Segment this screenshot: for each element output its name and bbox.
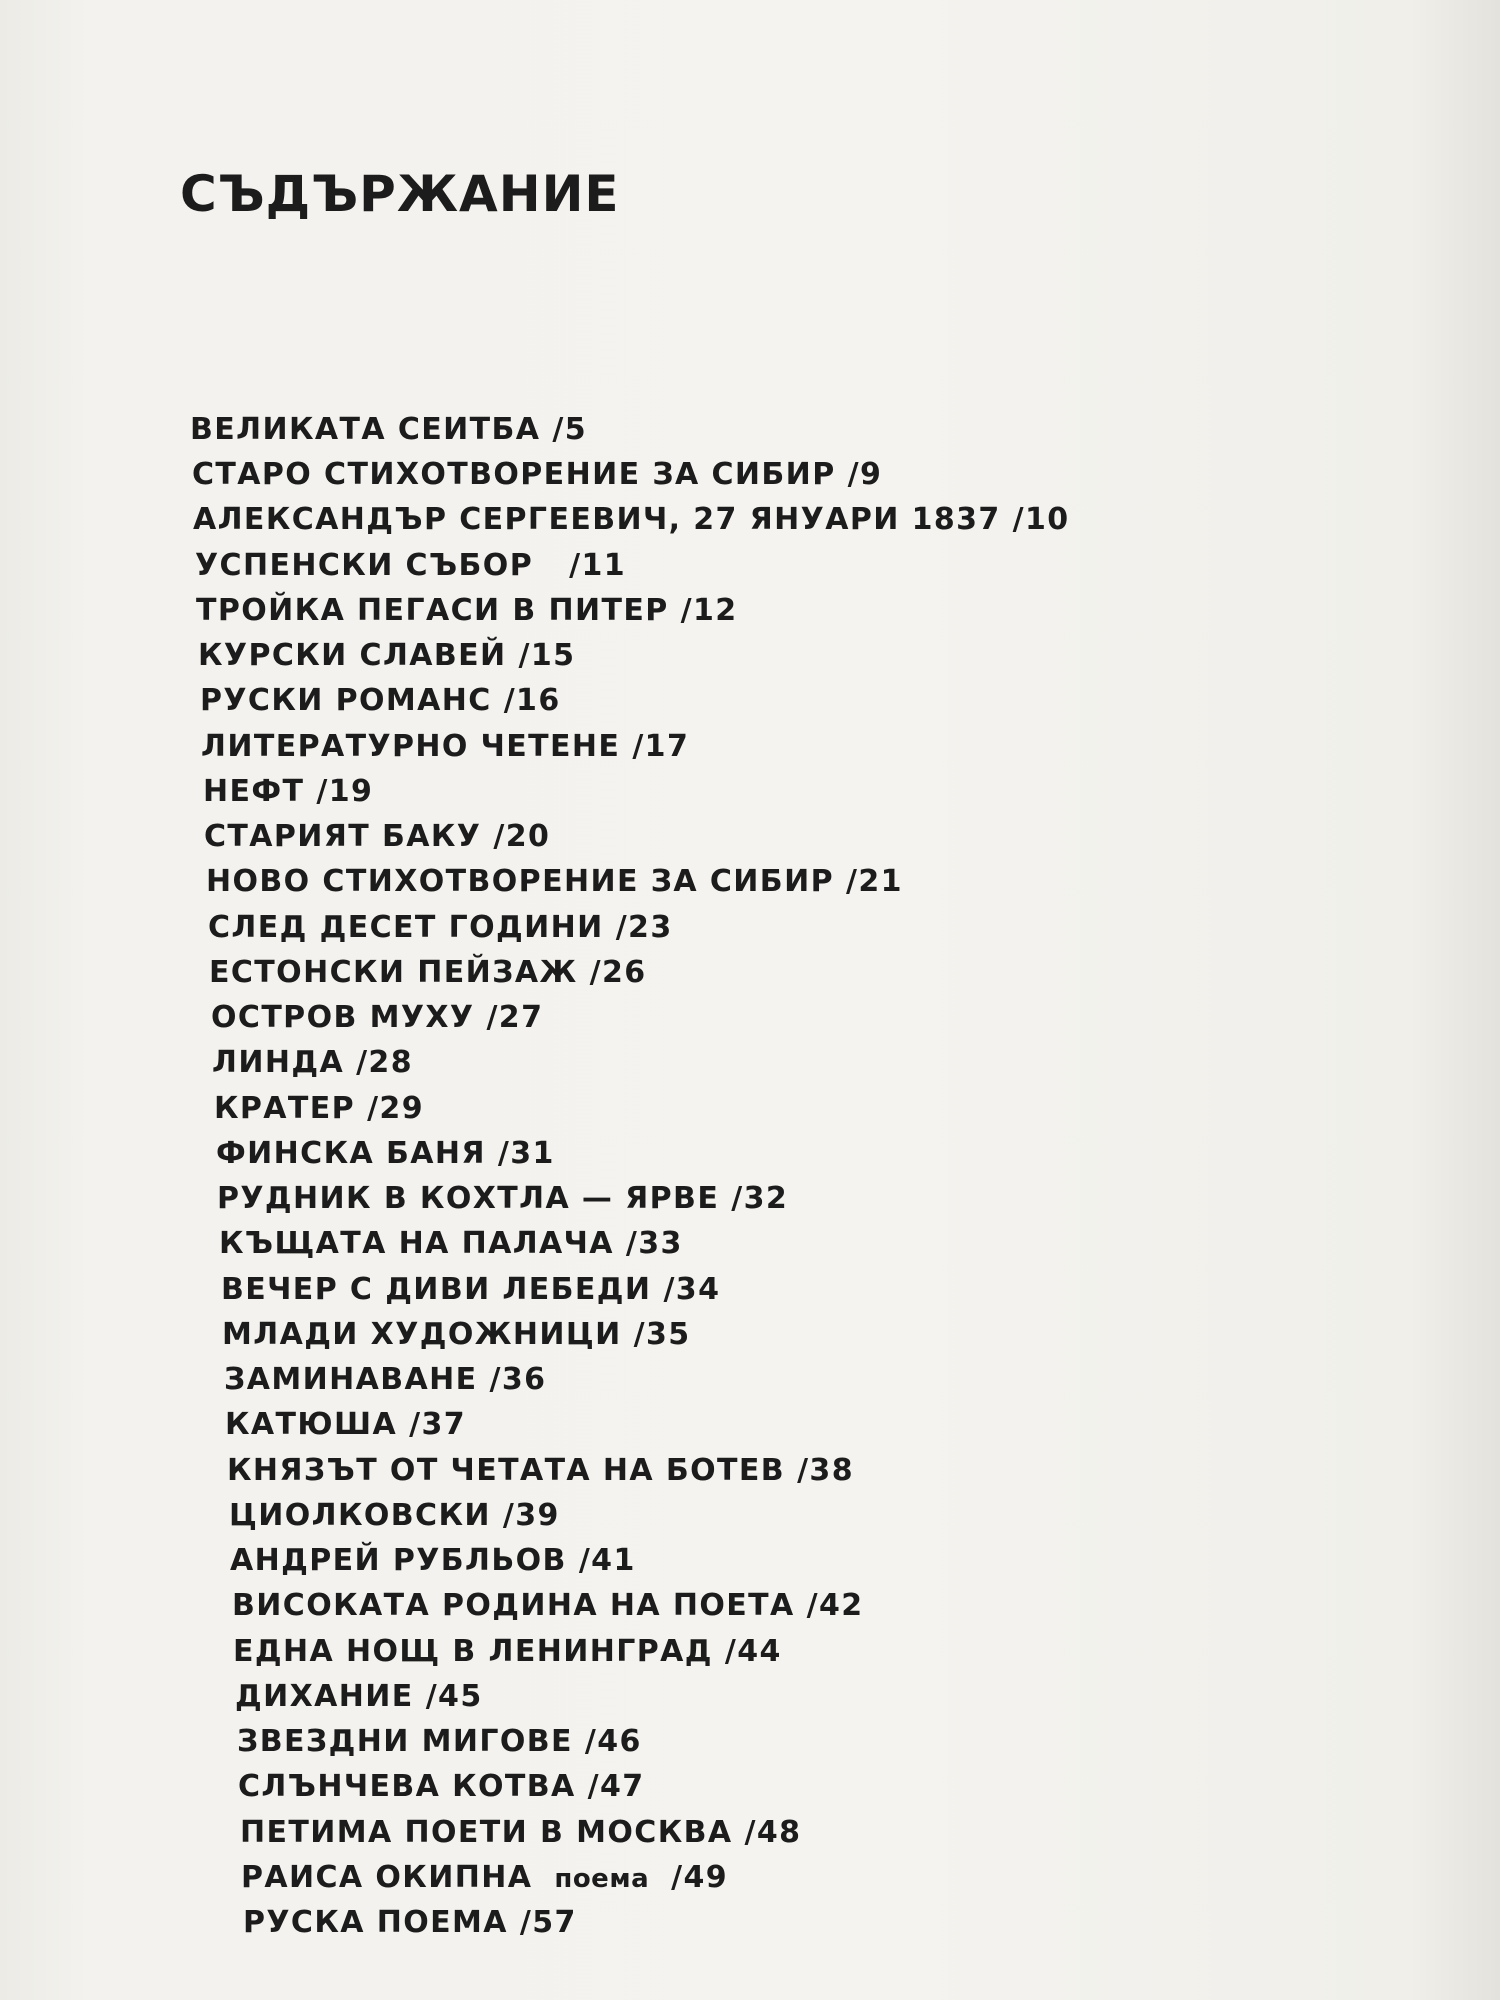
toc-entry bbox=[243, 1905, 577, 1941]
toc-entry-page-number: /37 bbox=[409, 1407, 467, 1442]
toc-entry bbox=[198, 638, 575, 674]
toc-entry bbox=[237, 1724, 642, 1760]
toc-entry-page-number: /44 bbox=[724, 1634, 782, 1669]
toc-entry-title: ВИСОКАТА РОДИНА НА ПОЕТА bbox=[232, 1588, 795, 1623]
toc-entry-title: СТАРИЯТ БАКУ bbox=[204, 819, 482, 854]
toc-entry-title: ВЕЛИКАТА СЕИТБА bbox=[190, 412, 541, 447]
toc-entry-page-number: /45 bbox=[425, 1679, 483, 1714]
page-title: СЪДЪРЖАНИЕ bbox=[180, 165, 620, 223]
toc-entry-title: ВЕЧЕР С ДИВИ ЛЕБЕДИ bbox=[221, 1272, 652, 1307]
toc-entry-title: РУДНИК В КОХТЛА — ЯРВЕ bbox=[217, 1181, 720, 1216]
toc-entry bbox=[233, 1634, 782, 1670]
toc-entry-page-number: /27 bbox=[486, 1000, 544, 1035]
toc-entry bbox=[230, 1543, 636, 1579]
toc-entry bbox=[196, 593, 738, 629]
toc-entry bbox=[204, 819, 550, 855]
toc-entry bbox=[208, 910, 673, 946]
toc-entry-title: РАИСА ОКИПНА bbox=[241, 1860, 533, 1895]
toc-entry bbox=[222, 1317, 691, 1353]
toc-entry bbox=[219, 1226, 683, 1262]
toc-entry-page-number: /19 bbox=[316, 774, 374, 809]
toc-entry-page-number: /48 bbox=[744, 1815, 802, 1850]
toc-entry-page-number: /38 bbox=[797, 1453, 854, 1488]
toc-entry-page-number: /34 bbox=[663, 1272, 721, 1307]
toc-entry bbox=[229, 1498, 560, 1534]
toc-entry-title: НОВО СТИХОТВОРЕНИЕ ЗА СИБИР bbox=[206, 864, 834, 899]
toc-entry bbox=[216, 1136, 555, 1172]
toc-entry bbox=[232, 1588, 864, 1624]
toc-entry-title: КРАТЕР bbox=[214, 1091, 356, 1126]
toc-entry-page-number: /49 bbox=[671, 1860, 729, 1895]
toc-entry bbox=[209, 955, 647, 991]
toc-entry-page-number: /11 bbox=[569, 548, 627, 583]
toc-entry bbox=[195, 548, 626, 584]
toc-entry bbox=[241, 1860, 728, 1897]
toc-entry-page-number: /28 bbox=[356, 1045, 413, 1080]
toc-entry-page-number: /9 bbox=[847, 457, 883, 492]
toc-entry-page-number: /32 bbox=[731, 1181, 789, 1216]
toc-entry bbox=[200, 683, 561, 719]
toc-entry-page-number: /29 bbox=[367, 1091, 424, 1126]
toc-entry-title: СЛЕД ДЕСЕТ ГОДИНИ bbox=[208, 910, 604, 945]
toc-entry-title: КУРСКИ СЛАВЕЙ bbox=[198, 638, 507, 673]
toc-entry-page-number: /42 bbox=[806, 1588, 864, 1623]
toc-entry-title: СТАРО СТИХОТВОРЕНИЕ ЗА СИБИР bbox=[192, 457, 836, 492]
toc-entry bbox=[225, 1407, 466, 1443]
toc-entry-page-number: /23 bbox=[615, 910, 673, 945]
toc-entry-title: СЛЪНЧЕВА КОТВА bbox=[238, 1769, 576, 1804]
toc-entry-title: ЕДНА НОЩ В ЛЕНИНГРАД bbox=[233, 1634, 713, 1669]
toc-entry bbox=[235, 1679, 483, 1715]
toc-entry-title: РУСКА ПОЕМА bbox=[243, 1905, 508, 1940]
toc-entry-page-number: /5 bbox=[552, 412, 588, 447]
toc-entry-page-number: /15 bbox=[518, 638, 576, 673]
toc-entry bbox=[221, 1272, 720, 1308]
toc-entry-page-number: /16 bbox=[503, 683, 561, 718]
toc-entry-title: КНЯЗЪТ ОТ ЧЕТАТА НА БОТЕВ bbox=[227, 1453, 786, 1488]
toc-entry-title: ЛИНДА bbox=[212, 1045, 345, 1080]
toc-entry bbox=[206, 864, 903, 900]
toc-entry-title: АНДРЕЙ РУБЛЬОВ bbox=[230, 1543, 567, 1578]
toc-entry-title: ЛИТЕРАТУРНО ЧЕТЕНЕ bbox=[201, 729, 621, 764]
toc-entry bbox=[211, 1000, 543, 1036]
toc-entry-title: ТРОЙКА ПЕГАСИ В ПИТЕР bbox=[196, 593, 669, 628]
toc-entry-page-number: /46 bbox=[584, 1724, 642, 1759]
toc-entry-title: ЗВЕЗДНИ МИГОВЕ bbox=[237, 1724, 573, 1759]
toc-entry-title: ФИНСКА БАНЯ bbox=[216, 1136, 486, 1171]
toc-entry-title: МЛАДИ ХУДОЖНИЦИ bbox=[222, 1317, 622, 1352]
toc-entry-page-number: /21 bbox=[845, 864, 903, 899]
toc-entry-title: АЛЕКСАНДЪР СЕРГЕЕВИЧ, 27 ЯНУАРИ 1837 bbox=[193, 502, 1001, 537]
toc-entry-page-number: /33 bbox=[625, 1226, 683, 1261]
toc-entry-title: ОСТРОВ МУХУ bbox=[211, 1000, 475, 1035]
toc-entry-page-number: /47 bbox=[587, 1769, 645, 1804]
toc-entry-page-number: /35 bbox=[633, 1317, 691, 1352]
toc-entry bbox=[192, 457, 882, 493]
toc-entry-title: РУСКИ РОМАНС bbox=[200, 683, 492, 718]
toc-entry-page-number: /36 bbox=[489, 1362, 547, 1397]
toc-entry-title: НЕФТ bbox=[203, 774, 305, 809]
toc-entry-title: КЪЩАТА НА ПАЛАЧА bbox=[219, 1226, 614, 1261]
toc-entry-page-number: /12 bbox=[680, 593, 738, 628]
toc-entry bbox=[217, 1181, 788, 1217]
toc-entry-title: ЕСТОНСКИ ПЕЙЗАЖ bbox=[209, 955, 578, 990]
toc-entry bbox=[212, 1045, 413, 1081]
toc-entry-page-number: /26 bbox=[589, 955, 647, 990]
toc-entry-page-number: /31 bbox=[497, 1136, 555, 1171]
toc-entry bbox=[201, 729, 689, 765]
toc-entry-note: поема bbox=[554, 1864, 650, 1894]
toc-entry-page-number: /41 bbox=[578, 1543, 636, 1578]
toc-entry-title: ЗАМИНАВАНЕ bbox=[224, 1362, 478, 1397]
toc-entry bbox=[190, 412, 587, 448]
toc-entry-page-number: /20 bbox=[493, 819, 551, 854]
toc-entry-page-number: /57 bbox=[519, 1905, 577, 1940]
toc-entry-title: ЦИОЛКОВСКИ bbox=[229, 1498, 491, 1533]
toc-entry-page-number: /39 bbox=[502, 1498, 560, 1533]
toc-entry-page-number: /10 bbox=[1012, 502, 1070, 537]
toc-entry-title: УСПЕНСКИ СЪБОР bbox=[195, 548, 534, 583]
toc-entry bbox=[224, 1362, 546, 1398]
toc-entry bbox=[238, 1769, 645, 1805]
toc-entry bbox=[214, 1091, 424, 1127]
toc-entry-title: КАТЮША bbox=[225, 1407, 398, 1442]
toc-entry-title: ПЕТИМА ПОЕТИ В МОСКВА bbox=[240, 1815, 733, 1850]
toc-entry bbox=[193, 502, 1070, 538]
toc-entry bbox=[227, 1453, 854, 1489]
toc-entry-title: ДИХАНИЕ bbox=[235, 1679, 414, 1714]
toc-entry-page-number: /17 bbox=[632, 729, 690, 764]
toc-entry bbox=[203, 774, 373, 810]
toc-entry bbox=[240, 1815, 801, 1851]
